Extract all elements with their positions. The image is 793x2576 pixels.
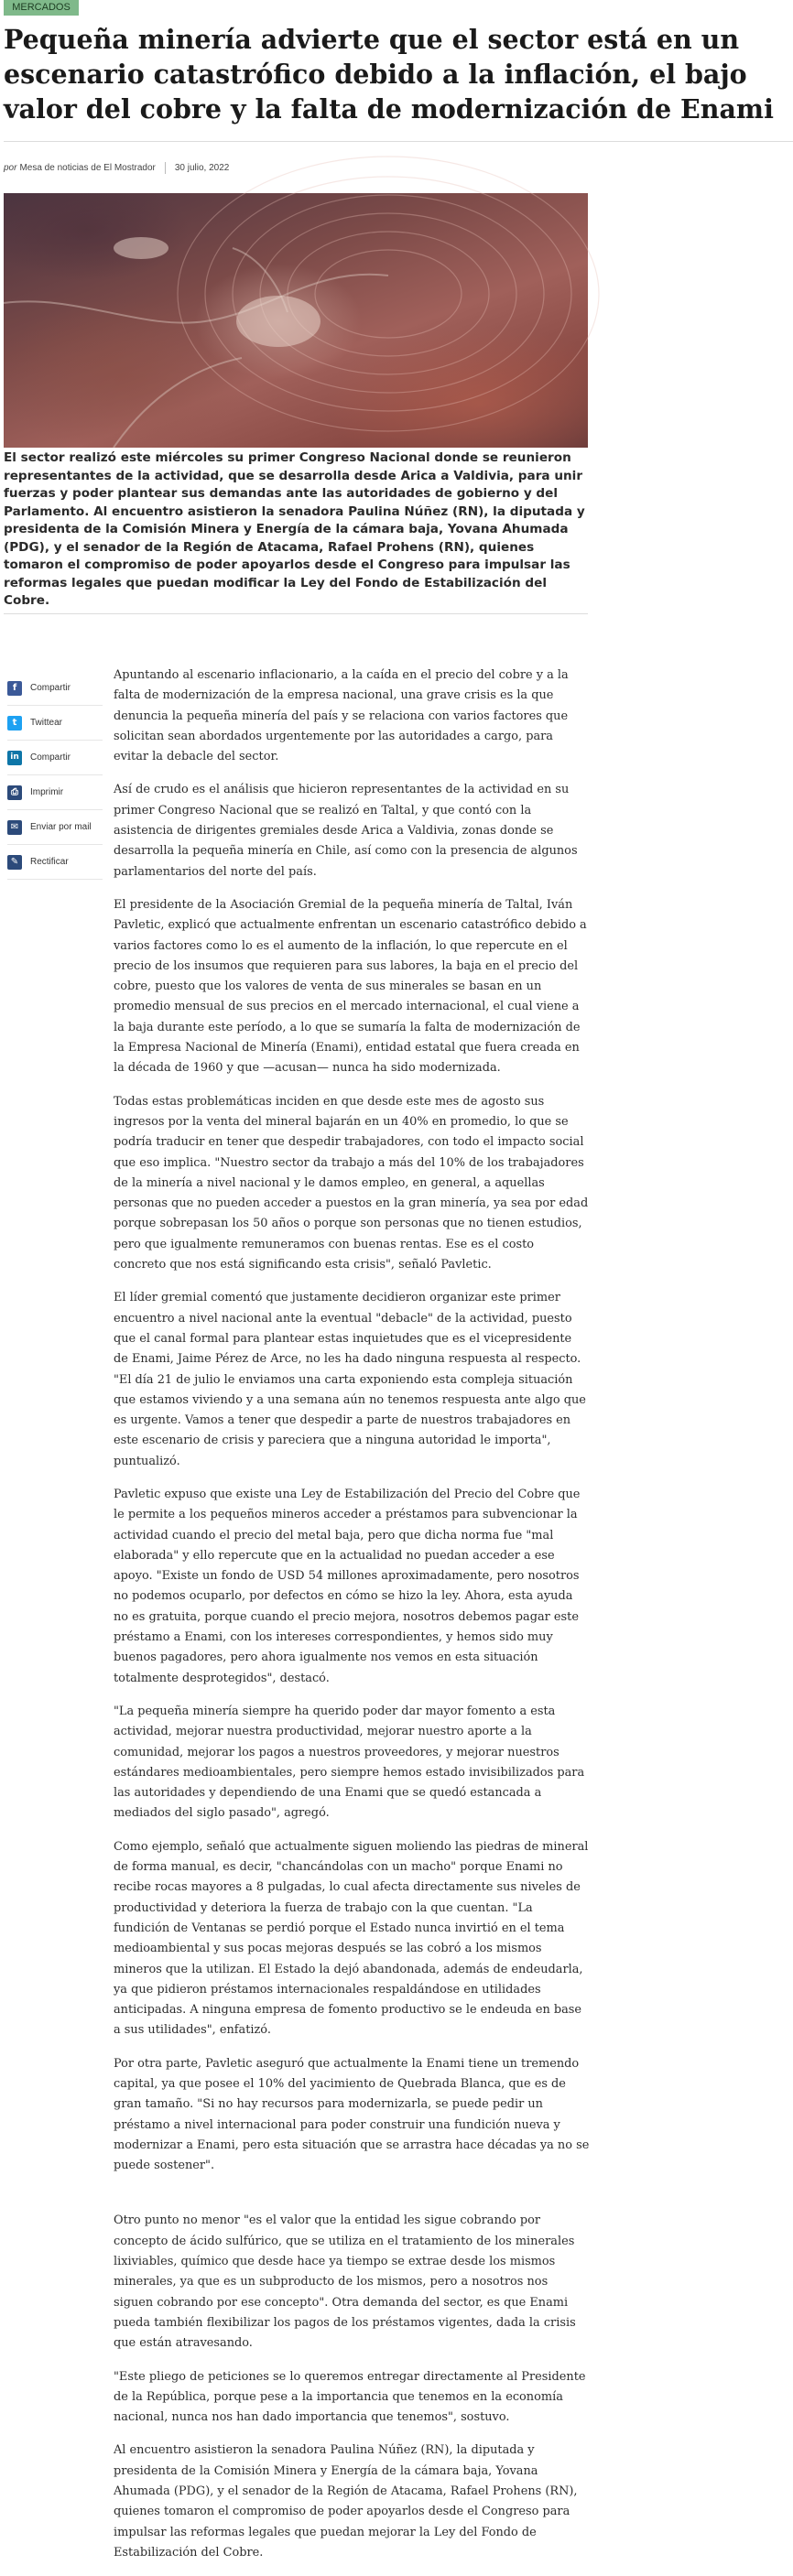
body-paragraph: Pavletic expuso que existe una Ley de Estabilización del Precio del Cobre que le permite a los pequeños mineros acceder a préstamos para subvencionar la actividad cuando el precio del metal baja, pero que dicha norma fue "mal elaborada" y ello repercute que en la actualidad no puedan acceder a ese apoyo. "Existe un fondo de USD 54 millones aproximadamente, pero nosotros no podemos ocuparlo, por defectos en cómo se hizo la ley. Ahora, esta ayuda no es gratuita, porque cuando el precio mejora, nosotros debemos pagar este préstamo a Enami, con los intereses correspondientes, y hemos sido muy buenos pagadores, pero ahora igualmente nos vemos en esta situación totalmente desprotegidos", destacó. — [114, 1487, 581, 1685]
divider — [4, 141, 793, 142]
share-facebook-button[interactable] — [7, 671, 103, 706]
body-paragraph: Apuntando al escenario inflacionario, a la caída en el precio del cobre y a la falta de modernización de la empresa nacional, una grave crisis es la que denuncia la pequeña minería del país y se relaciona con varios factores que solicitan sean abordados urgentemente por las autoridades a cargo, para evitar la debacle del sector. — [114, 668, 569, 764]
body-paragraph: Así de crudo es el análisis que hicieron representantes de la actividad en su primer Congreso Nacional que se realizó en Taltal, y que contó con la asistencia de dirigentes gremiales desde Arica a Valdivia, zonas donde se desarrolla la pequeña minería en Chile, así como con la presencia de algunos parlamentarios del norte del país. — [114, 783, 578, 879]
body-paragraph: Otro punto no menor "es el valor que la entidad les sigue cobrando por concepto de ácido sulfúrico, que se utiliza en el tratamiento de los minerales lixiviables, químico que desde hace ya tiempo se extrae desde los mismos minerales, ya que es un subproducto de los mismos, pero a nosotros nos siguen cobrando por ese concepto". Otra demanda del sector, es que Enami pueda también flexibilizar los pagos de los préstamos vigentes, dada la crisis que están atravesando. — [114, 2213, 576, 2351]
share-linkedin-button[interactable] — [7, 741, 103, 775]
print-button[interactable] — [7, 775, 103, 810]
publish-date: 30 julio, 2022 — [174, 162, 230, 173]
article-body — [114, 666, 590, 2576]
byline-prefix: por — [4, 162, 17, 173]
share-label: Compartir — [30, 752, 71, 763]
share-label: Twittear — [30, 718, 63, 728]
body-paragraph: El presidente de la Asociación Gremial de la pequeña minería de Taltal, Iván Pavletic, explicó que actualmente enfrentan un escenario catastrófico debido a varios factores como lo es el aumento de la inflación, lo que repercute en el precio de los insumos que requieren para sus labores, la baja en el precio del cobre, puesto que los valores de venta de sus minerales se basan en un promedio mensual de sus precios en el mercado internacional, el cual viene a la baja durante este período, a lo que se sumaría la falta de modernización de la Empresa Nacional de Minería (Enami), entidad estatal que fuera creada en la década de 1960 y que —acusan— nunca ha sido modernizada. — [114, 897, 587, 1076]
byline — [4, 160, 229, 175]
category-tag[interactable]: MERCADOS — [4, 0, 79, 16]
rectify-button[interactable] — [7, 845, 103, 880]
share-twitter-button[interactable] — [7, 706, 103, 741]
body-paragraph: Todas estas problemáticas inciden en que desde este mes de agosto sus ingresos por la venta del mineral bajarán en un 40% en promedio, lo que se podría traducir en tener que despedir trabajadores, con todo el impacto social que eso implica. "Nuestro sector da trabajo a más del 10% de los trabajadores de la minería a nivel nacional y le damos empleo, en general, a aquellas personas que no pueden acceder a puestos en la gran minería, ya sea por edad porque sobrepasan los 50 años o porque son personas que no tienen estudios, pero que igualmente remuneramos con buenas rentas. Ese es el costo concreto que nos está significando esta crisis", señaló Pavletic. — [114, 1094, 589, 1272]
author-link[interactable]: Mesa de noticias de El Mostrador — [19, 162, 156, 173]
divider — [4, 613, 588, 614]
mail-icon: ✉ — [7, 820, 22, 835]
body-paragraph: "La pequeña minería siempre ha querido poder dar mayor fomento a esta actividad, mejorar nuestra productividad, mejorar nuestro aporte a la comunidad, mejorar los pagos a nuestros proveedores, y mejorar nuestros estándares medioambientales, pero siempre hemos estado invisibilizados para las autoridades y dependiendo de una Enami que se quedó estancada a mediados del siglo pasado", agregó. — [114, 1704, 585, 1821]
pencil-icon: ✎ — [7, 855, 22, 870]
hero-image — [4, 193, 588, 448]
linkedin-icon: in — [7, 751, 22, 765]
share-label: Compartir — [30, 683, 71, 693]
twitter-icon: t — [7, 716, 22, 731]
image-caption: El sector realizó este miércoles su primer Congreso Nacional donde se reunieron representantes de la actividad, que se desarrolla desde Arica a Valdivia, para unir fuerzas y poder plantear sus demandas ante las autoridades de gobierno y del Parlamento. Al encuentro asistieron la senadora Paulina Núñez (RN), la diputada y presidenta de la Comisión Minera y Energía de la cámara baja, Yovana Ahumada (PDG), y el senador de la Región de Atacama, Rafael Prohens (RN), quienes tomaron el compromiso de poder apoyarlos desde el Congreso para impulsar las reformas legales que puedan modificar la Ley del Fondo de Estabilización del Cobre. — [4, 450, 585, 608]
body-paragraph: "Este pliego de peticiones se lo queremos entregar directamente al Presidente de la República, porque pese a la importancia que tenemos en la economía nacional, nunca nos han dado importancia que tenemos", sostuvo. — [114, 2369, 586, 2425]
article-headline: Pequeña minería advierte que el sector está en un escenario catastrófico debido a la inflación, el bajo valor del cobre y la falta de modernización de Enami — [4, 24, 774, 124]
body-paragraph: El líder gremial comentó que justamente decidieron organizar este primer encuentro a nivel nacional ante la eventual "debacle" de la actividad, puesto que el canal formal para plantear estas inquietudes que es el vicepresidente de Enami, Jaime Pérez de Arce, no les ha dado ninguna respuesta al respecto. "El día 21 de julio le enviamos una carta exponiendo esta compleja situación que estamos viviendo y a una semana aún no tenemos respuesta ante algo que es urgente. Vamos a tener que despedir a parte de nuestros trabajadores en este escenario de crisis y pareciera que a ninguna autoridad le importa", puntualizó. — [114, 1291, 586, 1468]
share-label: Enviar por mail — [30, 822, 92, 832]
facebook-icon: f — [7, 681, 22, 696]
share-label: Rectificar — [30, 857, 69, 867]
print-icon: ⎙ — [7, 785, 22, 800]
body-paragraph: Al encuentro asistieron la senadora Paulina Núñez (RN), la diputada y presidenta de la Comisión Minera y Energía de la cámara baja, Yovana Ahumada (PDG), y el senador de la Región de Atacama, Rafael Prohens (RN), quienes tomaron el compromiso de poder apoyarlos desde el Congreso para impulsar las reformas legales que puedan mejorar la Ley del Fondo de Estabilización del Cobre. — [114, 2443, 578, 2560]
byline-separator — [165, 162, 166, 174]
share-toolbar — [7, 671, 103, 880]
share-label: Imprimir — [30, 787, 64, 797]
open-pit-mine-icon — [4, 193, 588, 448]
send-mail-button[interactable] — [7, 810, 103, 845]
body-paragraph: Por otra parte, Pavletic aseguró que actualmente la Enami tiene un tremendo capital, ya que posee el 10% del yacimiento de Quebrada Blanca, que es de gran tamaño. "Si no hay recursos para modernizarla, se puede pedir un préstamo a nivel internacional para poder construir una fundición nueva y modernizar a Enami, pero esta situación que se arrastra hace décadas ya no se puede sostener". — [114, 2056, 590, 2173]
body-paragraph: Como ejemplo, señaló que actualmente siguen moliendo las piedras de mineral de forma manual, es decir, "chancándolas con un macho" porque Enami no recibe rocas mayores a 8 pulgadas, lo cual afecta directamente sus niveles de productividad y deteriora la fuerza de trabajo con la que cuentan. "La fundición de Ventanas se perdió porque el Estado nunca invirtió en el tema medioambiental y sus pocas mejoras después se las cobró a los mismos mineros que la utilizan. El Estado la dejó abandonada, además de endeudarla, ya que pidieron préstamos internacionales respaldándose en utilidades anticipadas. A ninguna empresa de fomento productivo se le endeuda en base a sus utilidades", enfatizó. — [114, 1839, 589, 2038]
